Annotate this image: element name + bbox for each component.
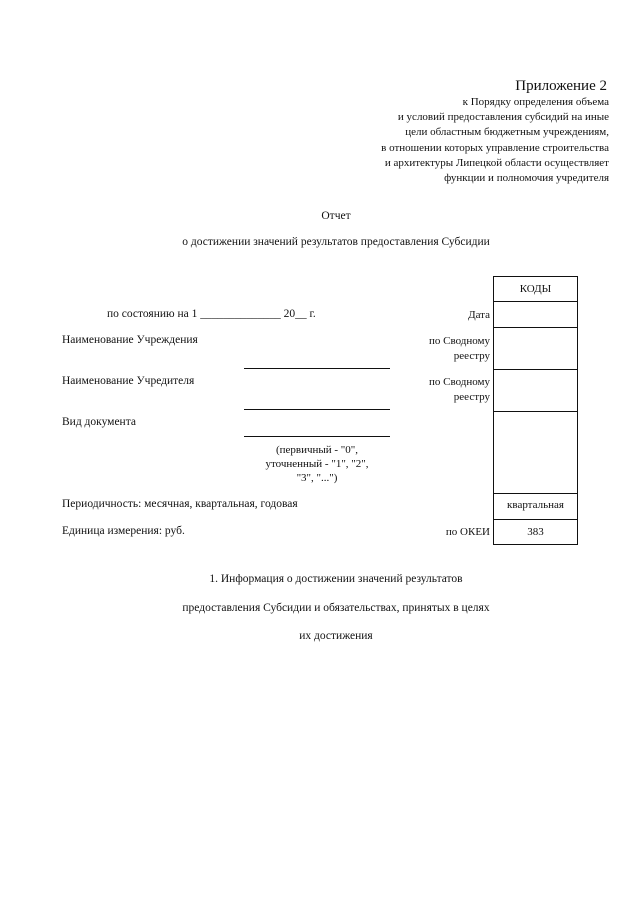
codes-divider bbox=[494, 519, 577, 520]
periodicity-label: Периодичность: месячная, квартальная, годовая bbox=[62, 498, 298, 510]
codes-divider bbox=[494, 301, 577, 302]
doc-type-note-1: (первичный - "0", bbox=[275, 444, 359, 456]
codes-divider bbox=[494, 327, 577, 328]
codes-divider bbox=[494, 411, 577, 412]
codes-table bbox=[493, 276, 578, 545]
institution-underline bbox=[244, 368, 390, 369]
report-title: Отчет bbox=[321, 210, 351, 222]
date-label: Дата bbox=[468, 309, 490, 321]
codes-divider bbox=[494, 369, 577, 370]
appendix-line-4: в отношении которых управление строительства bbox=[381, 142, 609, 154]
periodicity-code: квартальная bbox=[507, 499, 564, 511]
okei-label: по ОКЕИ bbox=[445, 526, 490, 538]
codes-header: КОДЫ bbox=[519, 283, 552, 295]
institution-registry-label-1: по Сводному bbox=[428, 335, 490, 347]
appendix-line-6: функции и полномочия учредителя bbox=[444, 172, 609, 184]
section-1-line-2: предоставления Субсидии и обязательствах, принятых в целях bbox=[182, 602, 490, 614]
appendix-line-2: и условий предоставления субсидий на иные bbox=[397, 111, 609, 123]
doc-type-note-2: уточненный - "1", "2", bbox=[265, 458, 369, 470]
founder-label: Наименование Учредителя bbox=[62, 375, 195, 387]
appendix-line-5: и архитектуры Липецкой области осуществляет bbox=[384, 157, 609, 169]
founder-registry-label-1: по Сводному bbox=[428, 376, 490, 388]
section-1-line-3: их достижения bbox=[299, 630, 373, 642]
report-subtitle: о достижении значений результатов предоставления Субсидии bbox=[182, 236, 490, 248]
codes-divider bbox=[494, 493, 577, 494]
doc-type-label: Вид документа bbox=[62, 416, 136, 428]
institution-label: Наименование Учреждения bbox=[62, 334, 198, 346]
appendix-line-3: цели областным бюджетным учреждениям, bbox=[405, 126, 609, 138]
appendix-title: Приложение 2 bbox=[515, 78, 607, 94]
institution-registry-label-2: реестру bbox=[453, 350, 490, 362]
doc-type-underline bbox=[244, 436, 390, 437]
section-1-line-1: 1. Информация о достижении значений результатов bbox=[209, 573, 463, 585]
unit-label: Единица измерения: руб. bbox=[62, 525, 185, 537]
as-of-date-label: по состоянию на 1 ______________ 20__ г. bbox=[107, 308, 316, 320]
appendix-line-1: к Порядку определения объема bbox=[462, 96, 609, 108]
founder-underline bbox=[244, 409, 390, 410]
doc-type-note-3: "3", "...") bbox=[296, 472, 338, 484]
okei-code: 383 bbox=[527, 526, 544, 538]
founder-registry-label-2: реестру bbox=[453, 391, 490, 403]
